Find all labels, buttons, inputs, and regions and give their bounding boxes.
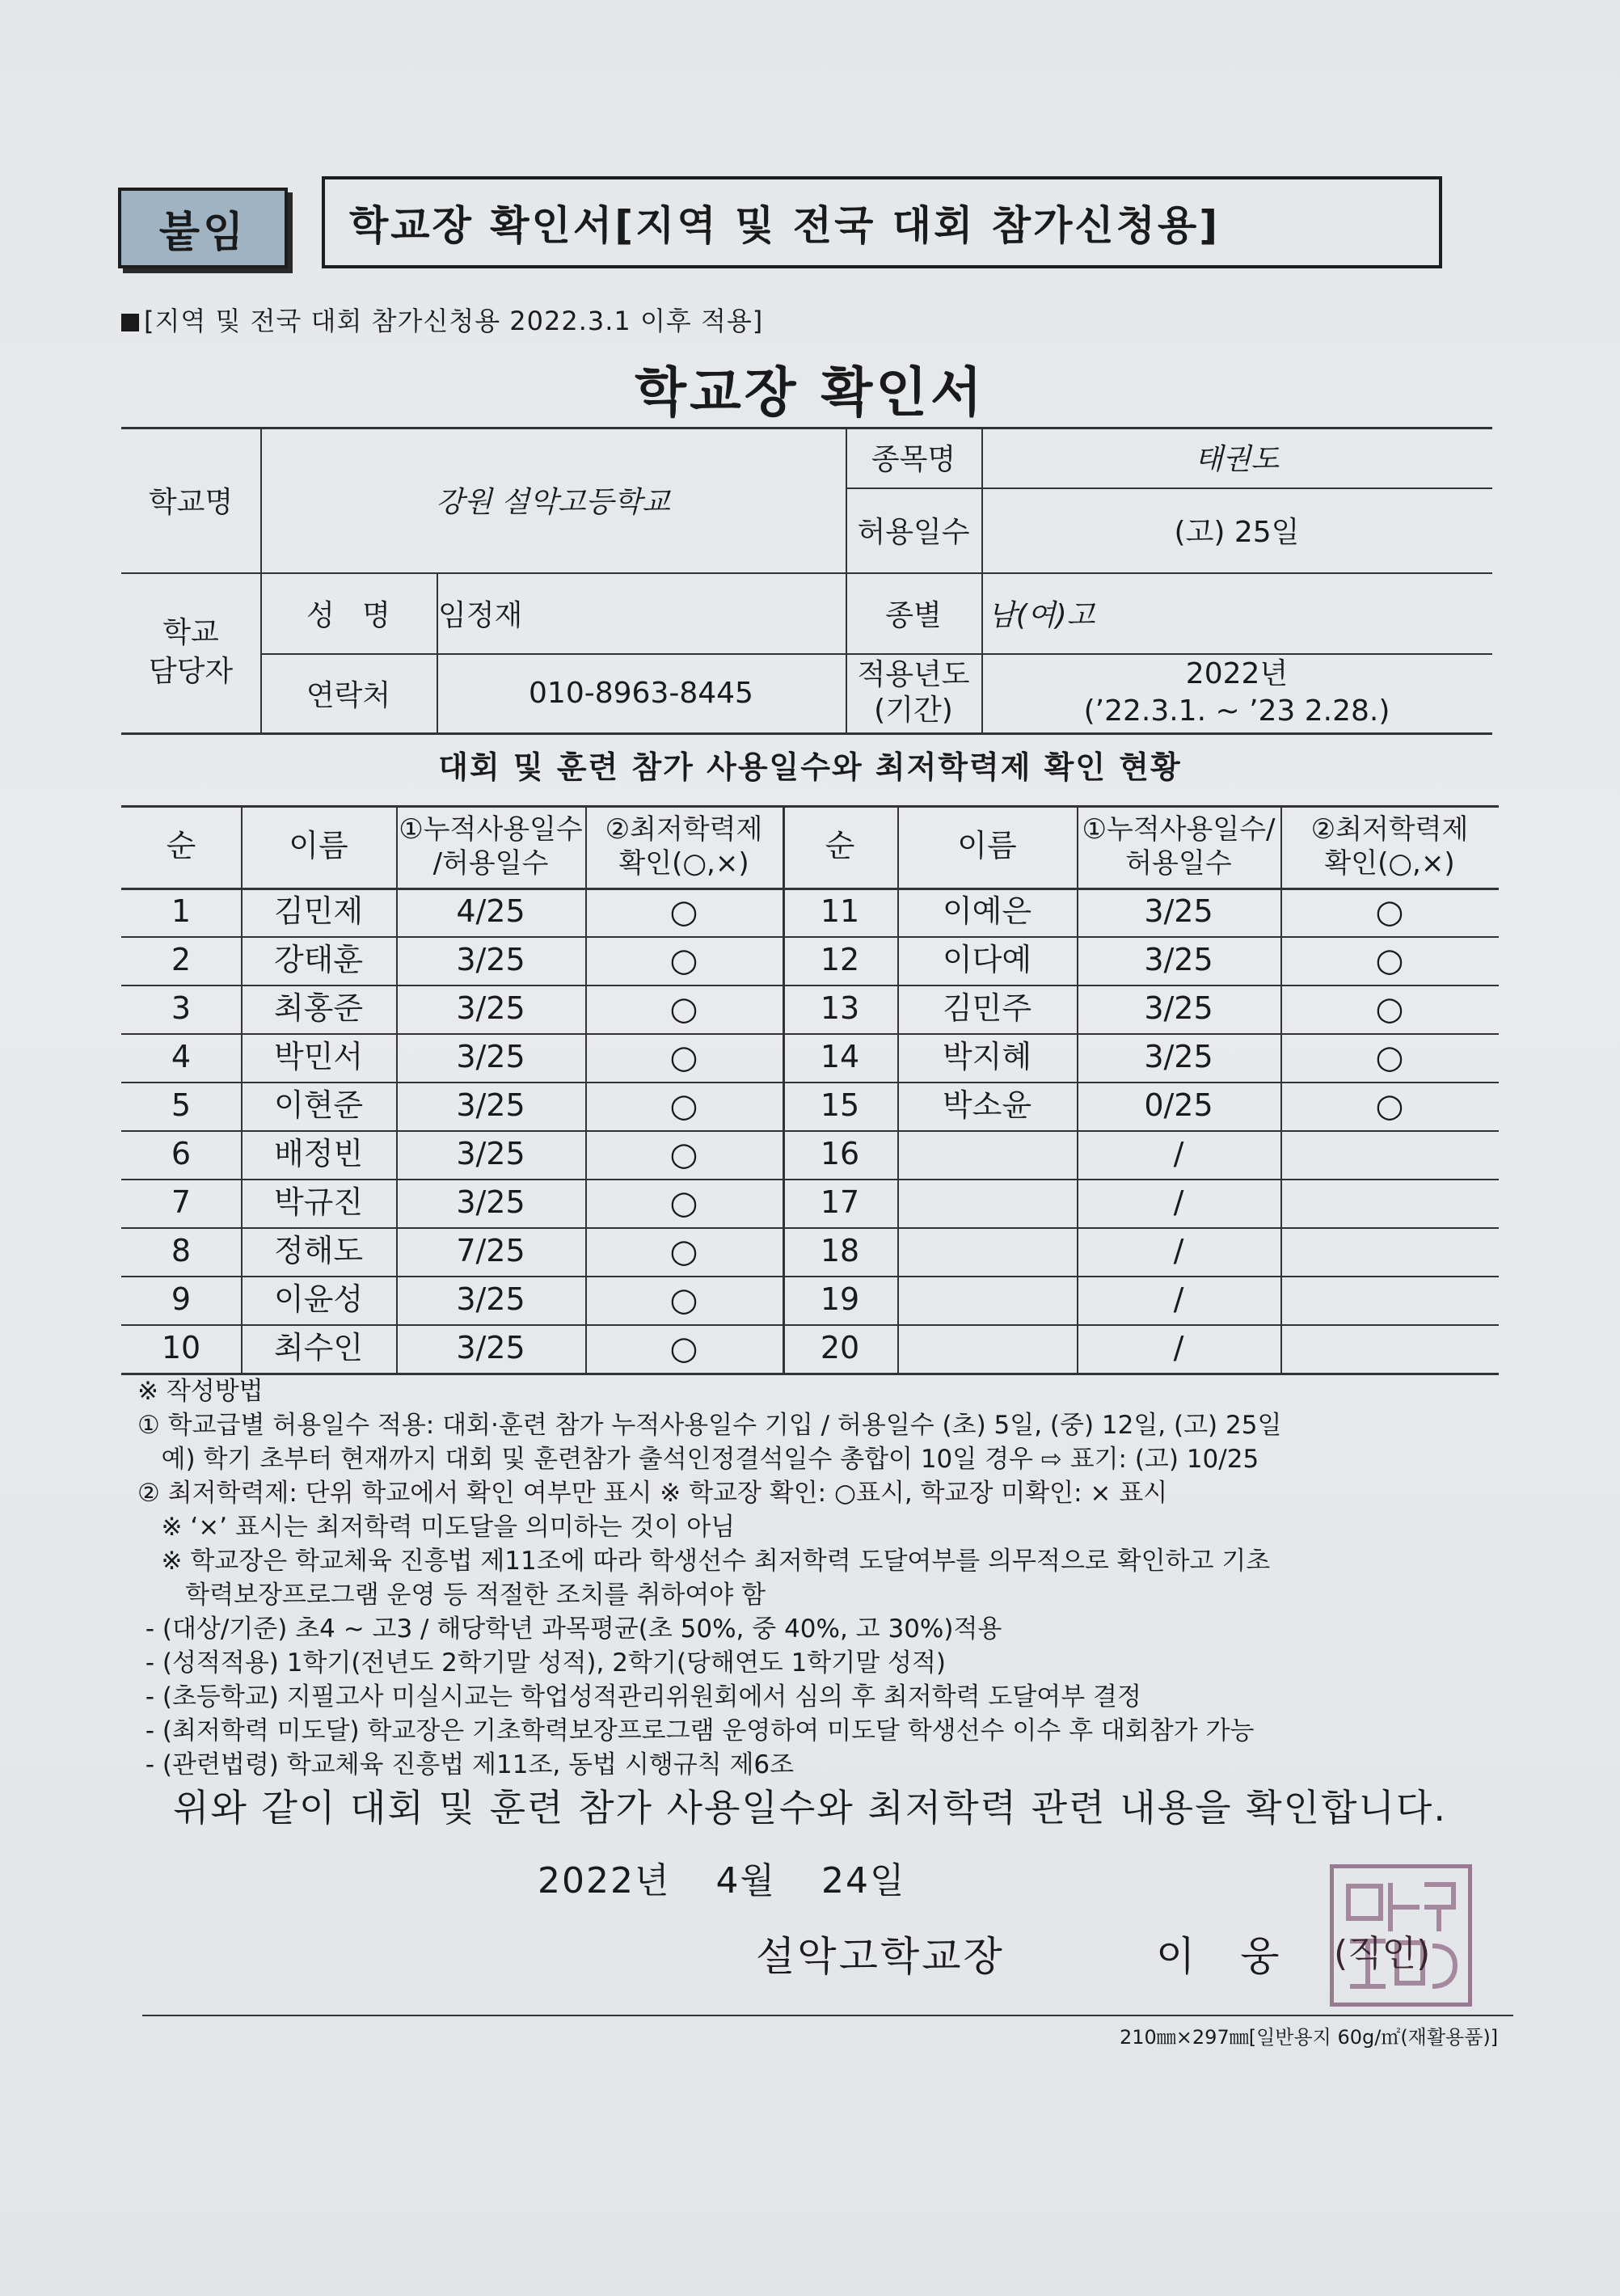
seal-label: (직인) bbox=[1334, 1933, 1431, 1974]
instruction-line: 학력보장프로그램 운영 등 적절한 조치를 취하여야 함 bbox=[137, 1581, 766, 1610]
applicability-note-text: [지역 및 전국 대회 참가신청용 2022.3.1 이후 적용] bbox=[144, 306, 764, 336]
period-year: 2022년 bbox=[1185, 657, 1289, 690]
table-cell-days: / bbox=[1173, 1184, 1184, 1221]
sport-label: 종목명 bbox=[871, 443, 956, 476]
header-check-right bbox=[1280, 805, 1499, 888]
table-cell-check bbox=[1280, 1179, 1499, 1227]
applicability-note bbox=[121, 301, 763, 338]
table-cell-no: 4 bbox=[171, 1039, 192, 1075]
table-cell-check: ○ bbox=[669, 942, 698, 979]
table-cell-days: 3/25 bbox=[1144, 990, 1213, 1027]
period-range: (’22.3.1. ~ ’23 2.28.) bbox=[1083, 694, 1390, 728]
confirmation-statement: 위와 같이 대회 및 훈련 참가 사용일수와 최저학력 관련 내용을 확인합니다. bbox=[173, 1786, 1447, 1830]
table-cell-name: 강태훈 bbox=[273, 942, 364, 978]
table-cell-days: 3/25 bbox=[456, 1281, 525, 1318]
manager-label-line2: 담당자 bbox=[148, 655, 234, 688]
table-cell-check: ○ bbox=[669, 990, 698, 1028]
table-cell-check: ○ bbox=[669, 1233, 698, 1270]
table-cell-no: 18 bbox=[820, 1233, 860, 1269]
table-cell-no: 11 bbox=[820, 893, 860, 930]
table-cell-check: ○ bbox=[669, 1330, 698, 1367]
instruction-line: - (초등학교) 지필고사 미실시교는 학업성적관리위원회에서 심의 후 최저학력 도달여부 결정 bbox=[137, 1682, 1141, 1711]
instruction-line: ※ ‘×’ 표시는 최저학력 미도달을 의미하는 것이 아님 bbox=[137, 1513, 736, 1542]
table-cell-check bbox=[1280, 1227, 1499, 1276]
table-cell-no: 6 bbox=[171, 1136, 192, 1172]
table-cell-name: 이현준 bbox=[273, 1087, 364, 1124]
table-cell-name bbox=[897, 1179, 1077, 1227]
header-days-left-line1: ①누적사용일수 bbox=[399, 812, 583, 846]
table-cell-no: 20 bbox=[820, 1330, 860, 1366]
table-cell-name: 박민서 bbox=[273, 1039, 364, 1075]
document-title: 학교장 확인서 bbox=[635, 361, 985, 424]
table-cell-name: 배정빈 bbox=[273, 1136, 364, 1172]
gender-label: 종별 bbox=[885, 598, 942, 632]
instruction-line: - (관련법령) 학교체육 진흥법 제11조, 동법 시행규칙 제6조 bbox=[137, 1750, 795, 1779]
table-cell-name bbox=[897, 1324, 1077, 1373]
table-cell-name: 최홍준 bbox=[273, 990, 364, 1027]
table-cell-check: ○ bbox=[1375, 1087, 1404, 1125]
table-cell-name: 박규진 bbox=[273, 1184, 364, 1221]
table-rule-top bbox=[121, 805, 1499, 808]
table-cell-name bbox=[897, 1227, 1077, 1276]
table-cell-name: 이윤성 bbox=[273, 1281, 364, 1318]
period-label-line1: 적용년도 bbox=[857, 658, 970, 691]
manager-label bbox=[121, 572, 260, 732]
table-cell-days: / bbox=[1173, 1136, 1184, 1172]
table-cell-name: 이다예 bbox=[942, 942, 1032, 978]
info-rule-bottom bbox=[121, 732, 1492, 735]
table-cell-no: 2 bbox=[171, 942, 192, 978]
table-cell-name: 박소윤 bbox=[942, 1087, 1032, 1124]
signer-name: 이 웅 bbox=[1156, 1933, 1296, 1980]
table-cell-check: ○ bbox=[1375, 942, 1404, 979]
table-cell-days: 3/25 bbox=[456, 942, 525, 978]
table-cell-days: 3/25 bbox=[456, 1039, 525, 1075]
attachment-tag: 붙임 bbox=[118, 188, 288, 268]
table-cell-days: 0/25 bbox=[1144, 1087, 1213, 1124]
table-cell-no: 5 bbox=[171, 1087, 192, 1124]
allowed-days-value: (고) 25일 bbox=[1174, 516, 1300, 549]
gender-value: 남(여)고 bbox=[988, 598, 1095, 632]
table-cell-no: 16 bbox=[820, 1136, 860, 1172]
table-cell-no: 9 bbox=[171, 1281, 192, 1318]
issue-date: 2022년 4월 24일 bbox=[538, 1860, 906, 1901]
table-cell-name: 최수인 bbox=[273, 1330, 364, 1366]
table-cell-name bbox=[897, 1276, 1077, 1324]
table-cell-no: 14 bbox=[820, 1039, 860, 1075]
instruction-line: ② 최저학력제: 단위 학교에서 확인 여부만 표시 ※ 학교장 확인: ○표시, 학교장 미확인: × 표시 bbox=[137, 1479, 1168, 1508]
header-days-right-line1: ①누적사용일수/ bbox=[1082, 812, 1276, 846]
table-cell-check bbox=[1280, 1276, 1499, 1324]
school-name-label: 학교명 bbox=[148, 485, 234, 519]
table-cell-no: 8 bbox=[171, 1233, 192, 1269]
table-cell-check: ○ bbox=[1375, 990, 1404, 1028]
table-cell-days: 3/25 bbox=[456, 1184, 525, 1221]
table-cell-no: 15 bbox=[820, 1087, 860, 1124]
table-cell-check: ○ bbox=[669, 1184, 698, 1222]
instruction-line: 예) 학기 초부터 현재까지 대회 및 훈련참가 출석인정결석일수 총합이 10일 경우 ⇨ 표기: (고) 10/25 bbox=[137, 1445, 1259, 1474]
header-days-right-line2: 허용일수 bbox=[1125, 847, 1232, 880]
table-cell-name: 김민제 bbox=[273, 893, 364, 930]
table-cell-name: 정해도 bbox=[273, 1233, 364, 1269]
table-cell-check: ○ bbox=[669, 1281, 698, 1319]
table-cell-no: 17 bbox=[820, 1184, 860, 1221]
period-label bbox=[846, 653, 981, 732]
table-cell-no: 10 bbox=[161, 1330, 201, 1366]
school-name-value: 강원 설악고등학교 bbox=[436, 485, 670, 519]
table-cell-no: 3 bbox=[171, 990, 192, 1027]
table-cell-check: ○ bbox=[1375, 1039, 1404, 1076]
header-name-right: 이름 bbox=[957, 828, 1017, 864]
contact-value: 010-8963-8445 bbox=[529, 676, 753, 710]
table-cell-check bbox=[1280, 1130, 1499, 1179]
header-days-left-line2: /허용일수 bbox=[432, 847, 549, 880]
table-cell-days: 3/25 bbox=[456, 990, 525, 1027]
table-cell-no: 19 bbox=[820, 1281, 860, 1318]
footer-rule bbox=[142, 2015, 1513, 2016]
table-cell-days: 3/25 bbox=[1144, 1039, 1213, 1075]
table-cell-days: / bbox=[1173, 1281, 1184, 1318]
table-cell-days: 7/25 bbox=[456, 1233, 525, 1269]
table-cell-check: ○ bbox=[669, 1039, 698, 1076]
sport-value: 태권도 bbox=[1194, 443, 1280, 476]
header-no-right: 순 bbox=[825, 828, 855, 864]
instruction-line: - (성적적용) 1학기(전년도 2학기말 성적), 2학기(당해연도 1학기말 성적) bbox=[137, 1648, 946, 1678]
instruction-line: - (대상/기준) 초4 ~ 고3 / 해당학년 과목평균(초 50%, 중 40%, 고 30%)적용 bbox=[137, 1614, 1002, 1644]
table-cell-days: 3/25 bbox=[1144, 893, 1213, 930]
table-cell-name: 박지혜 bbox=[942, 1039, 1032, 1075]
table-cell-days: / bbox=[1173, 1233, 1184, 1269]
table-cell-no: 13 bbox=[820, 990, 860, 1027]
table-cell-check: ○ bbox=[669, 893, 698, 931]
manager-name-value: 임정재 bbox=[438, 598, 523, 632]
header-days-right bbox=[1077, 805, 1280, 888]
header-no-left: 순 bbox=[166, 828, 196, 864]
contact-label: 연락처 bbox=[306, 678, 391, 712]
square-bullet-icon bbox=[121, 314, 139, 331]
header-name-left: 이름 bbox=[289, 828, 348, 864]
table-cell-name: 이예은 bbox=[942, 893, 1032, 930]
header-days-left bbox=[396, 805, 585, 888]
table-cell-days: 3/25 bbox=[456, 1330, 525, 1366]
instruction-line: ① 학교급별 허용일수 적용: 대회·훈련 참가 누적사용일수 기입 / 허용일수 (초) 5일, (중) 12일, (고) 25일 bbox=[137, 1411, 1282, 1440]
table-cell-check bbox=[1280, 1324, 1499, 1373]
header-check-left-line1: ②최저학력제 bbox=[605, 812, 763, 846]
instruction-line: ※ 학교장은 학교체육 진흥법 제11조에 따라 학생선수 최저학력 도달여부를 의무적으로 확인하고 기초 bbox=[137, 1547, 1271, 1576]
table-cell-days: / bbox=[1173, 1330, 1184, 1366]
header-check-left-line2: 확인(○,×) bbox=[618, 847, 749, 880]
period-value bbox=[981, 653, 1492, 732]
table-cell-days: 4/25 bbox=[456, 893, 525, 930]
table-cell-check: ○ bbox=[669, 1136, 698, 1173]
period-label-line2: (기간) bbox=[874, 694, 953, 727]
form-title-box: 학교장 확인서[지역 및 전국 대회 참가신청용] bbox=[322, 176, 1442, 268]
table-cell-no: 12 bbox=[820, 942, 860, 978]
allowed-days-label: 허용일수 bbox=[857, 516, 970, 549]
table-cell-name bbox=[897, 1130, 1077, 1179]
table-cell-name: 김민주 bbox=[942, 990, 1032, 1027]
signer-title: 설악고학교장 bbox=[756, 1933, 1005, 1980]
header-check-right-line2: 확인(○,×) bbox=[1324, 847, 1455, 880]
table-cell-days: 3/25 bbox=[456, 1087, 525, 1124]
table-cell-no: 7 bbox=[171, 1184, 192, 1221]
manager-label-line1: 학교 bbox=[162, 616, 219, 649]
manager-name-label: 성 명 bbox=[306, 598, 390, 632]
section-title: 대회 및 훈련 참가 사용일수와 최저학력제 확인 현황 bbox=[438, 749, 1182, 785]
header-check-right-line1: ②최저학력제 bbox=[1310, 812, 1469, 846]
table-cell-check: ○ bbox=[1375, 893, 1404, 931]
table-cell-no: 1 bbox=[171, 893, 192, 930]
writing-instructions bbox=[137, 1374, 1512, 1782]
table-cell-days: 3/25 bbox=[1144, 942, 1213, 978]
paper-spec-footer: 210㎜×297㎜[일반용지 60g/㎡(재활용품)] bbox=[1120, 2026, 1499, 2049]
header-check-left bbox=[585, 805, 783, 888]
instruction-line: - (최저학력 미도달) 학교장은 기초학력보장프로그램 운영하여 미도달 학생선수 이수 후 대회참가 가능 bbox=[137, 1716, 1255, 1745]
instruction-line: ※ 작성방법 bbox=[137, 1377, 264, 1406]
table-cell-check: ○ bbox=[669, 1087, 698, 1125]
table-cell-days: 3/25 bbox=[456, 1136, 525, 1172]
